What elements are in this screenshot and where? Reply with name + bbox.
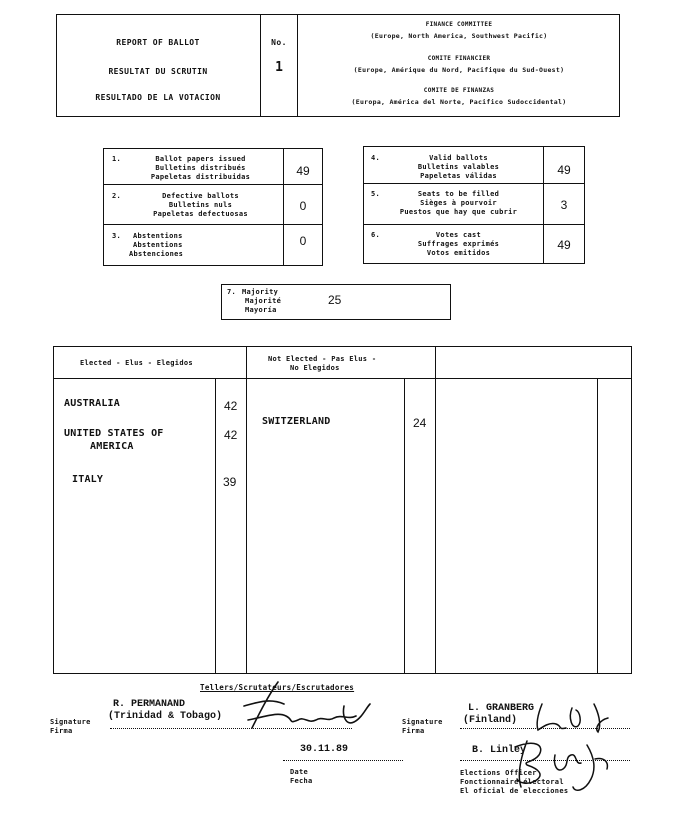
- stat-votes-num: 6.: [371, 231, 381, 239]
- teller2-firma-label: Firma: [402, 727, 425, 735]
- majority-l2: Majorité: [245, 297, 282, 305]
- tellers-heading: Tellers/Scrutateurs/Escrutadores: [200, 683, 355, 692]
- officer-en: Elections Officer: [460, 769, 537, 777]
- elected-2-name-1: UNITED STATES OF: [64, 428, 164, 439]
- majority-l3: Mayoría: [245, 306, 277, 314]
- committee-es: COMITE DE FINANZAS: [423, 87, 495, 94]
- teller2-name: L. GRANBERG: [468, 703, 535, 714]
- elected-2-votes: 42: [224, 428, 238, 442]
- results-table: [53, 346, 632, 674]
- stat-valid-l2: Bulletins valables: [417, 163, 500, 171]
- results-col-1: [215, 378, 216, 674]
- fecha-label: Fecha: [290, 777, 313, 785]
- elected-3-votes: 39: [223, 475, 237, 489]
- not-elected-1-name: SWITZERLAND: [262, 416, 331, 427]
- committee-en: FINANCE COMMITTEE: [425, 21, 493, 28]
- teller1-firma-label: Firma: [50, 727, 73, 735]
- date-label: Date: [290, 768, 309, 776]
- title-es: RESULTADO DE LA VOTACION: [95, 93, 221, 102]
- elected-1-votes: 42: [224, 399, 238, 413]
- date-value: 30.11.89: [300, 744, 349, 755]
- stat-defective-l2: Bulletins nuls: [168, 201, 233, 209]
- teller2-signature-scribble: [528, 700, 618, 736]
- header-divider-1: [260, 14, 261, 117]
- stat-valid-l3: Papeletas válidas: [420, 172, 497, 180]
- stat-valid-l1: Valid ballots: [429, 154, 488, 162]
- stat-defective-value: 0: [299, 199, 307, 213]
- date-line: [283, 760, 403, 761]
- elected-header: Elected - Elus - Elegidos: [80, 359, 193, 367]
- stat-issued-l3: Papeletas distribuidas: [150, 173, 251, 181]
- elected-1-name: AUSTRALIA: [64, 398, 120, 409]
- officer-name: B. Linley: [472, 745, 527, 756]
- stats-left-row-2: [103, 224, 323, 225]
- not-elected-header-1: Not Elected - Pas Elus -: [268, 355, 377, 363]
- stat-abstentions-l3: Abstenciones: [129, 250, 184, 258]
- teller1-country: (Trinidad & Tobago): [108, 711, 223, 722]
- not-elected-header-2: No Elegidos: [290, 364, 340, 372]
- stat-issued-num: 1.: [112, 155, 122, 163]
- committee-fr: COMITE FINANCIER: [427, 55, 491, 62]
- stat-defective-l1: Defective ballots: [162, 192, 239, 200]
- majority-l1: Majority: [242, 288, 279, 296]
- region-fr: (Europe, Amérique du Nord, Pacifique du Sud-Ouest): [353, 66, 565, 74]
- officer-es: El oficial de elecciones: [460, 787, 569, 795]
- results-col-3: [404, 378, 405, 674]
- stat-abstentions-l2: Abstentions: [133, 241, 183, 249]
- stat-seats-l1: Seats to be filled: [417, 190, 500, 198]
- ballot-no-value: 1: [275, 60, 283, 75]
- stat-votes-value: 49: [557, 238, 571, 252]
- not-elected-1-votes: 24: [413, 416, 427, 430]
- officer-signature-scribble: [505, 735, 615, 799]
- elected-3-name: ITALY: [72, 474, 104, 485]
- stat-seats-l2: Sièges à pourvoir: [420, 199, 497, 207]
- results-col-5: [597, 378, 598, 674]
- stat-valid-num: 4.: [371, 154, 381, 162]
- title-fr: RESULTAT DU SCRUTIN: [108, 67, 208, 76]
- officer-fr: Fonctionnaire électoral: [460, 778, 564, 786]
- stat-abstentions-num: 3.: [112, 232, 122, 240]
- majority-value: 25: [328, 293, 342, 307]
- teller2-signature-label: Signature: [402, 718, 443, 726]
- title-en: REPORT OF BALLOT: [116, 38, 200, 47]
- stat-issued-value: 49: [296, 164, 310, 178]
- stat-votes-l3: Votos emitidos: [426, 249, 491, 257]
- ballot-no-label: No.: [271, 38, 287, 47]
- teller1-signature-label: Signature: [50, 718, 91, 726]
- stat-seats-l3: Puestos que hay que cubrir: [399, 208, 518, 216]
- elected-2-name-2: AMERICA: [90, 441, 134, 452]
- region-es: (Europa, América del Norte, Pacifico Sudoccidental): [351, 98, 567, 106]
- stat-votes-l1: Votes cast: [435, 231, 482, 239]
- stats-right-row-1: [363, 183, 585, 184]
- teller1-name: R. PERMANAND: [113, 699, 186, 710]
- stat-seats-value: 3: [560, 198, 568, 212]
- stats-left-row-1: [103, 184, 323, 185]
- stat-issued-l1: Ballot papers issued: [155, 155, 246, 163]
- results-header-line: [53, 378, 632, 379]
- stat-abstentions-l1: Abstentions: [133, 232, 183, 240]
- teller2-country: (Finland): [463, 715, 518, 726]
- results-col-2: [246, 346, 247, 674]
- stats-right-row-2: [363, 224, 585, 225]
- majority-num: 7.: [227, 288, 237, 296]
- stat-issued-l2: Bulletins distribués: [155, 164, 246, 172]
- stat-defective-l3: Papeletas defectuosas: [153, 210, 248, 218]
- stat-votes-l2: Suffrages exprimés: [417, 240, 500, 248]
- results-col-4: [435, 346, 436, 674]
- stat-valid-value: 49: [557, 163, 571, 177]
- header-divider-2: [297, 14, 298, 117]
- region-en: (Europe, North America, Southwest Pacific): [370, 32, 548, 40]
- stat-defective-num: 2.: [112, 192, 122, 200]
- teller1-signature-scribble: [238, 676, 378, 736]
- stat-abstentions-value: 0: [299, 234, 307, 248]
- stat-seats-num: 5.: [371, 190, 381, 198]
